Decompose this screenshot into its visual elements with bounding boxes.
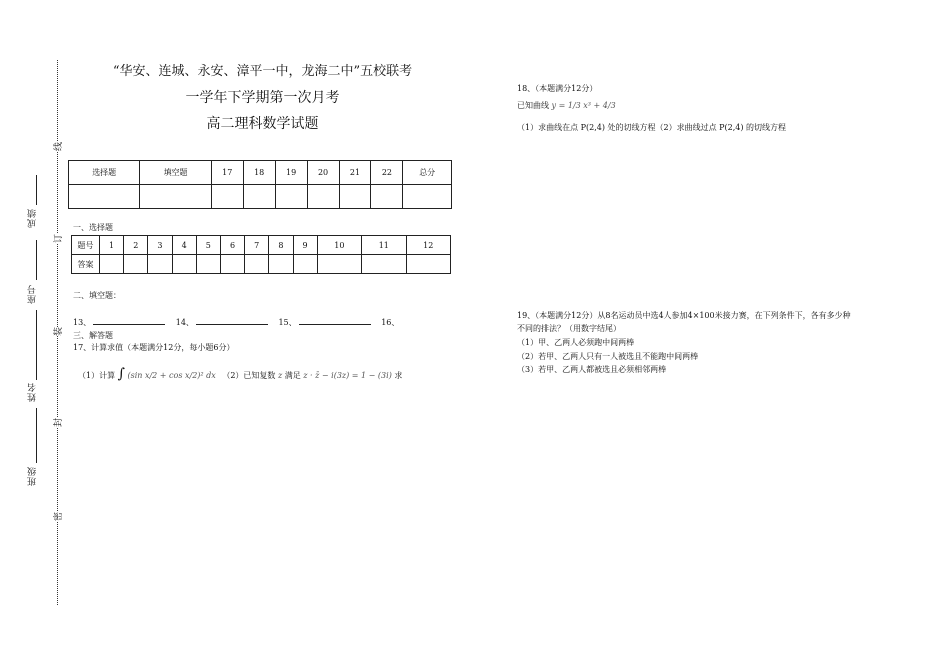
question-number: 10 — [317, 236, 361, 255]
blank-label-15: 15、 — [278, 318, 297, 327]
score-header-cell: 选择题 — [69, 161, 140, 185]
answer-table-number-row — [72, 236, 451, 255]
section2-title: 二、填空题： — [73, 291, 121, 300]
row-label: 答案 — [72, 255, 100, 274]
answer-cell[interactable] — [148, 255, 172, 274]
question-number: 1 — [100, 236, 124, 255]
score-header-cell: 22 — [371, 161, 403, 185]
class-label: 班级 — [28, 466, 38, 486]
answer-cell[interactable] — [293, 255, 317, 274]
score-header-cell: 17 — [211, 161, 243, 185]
score-cell[interactable] — [211, 185, 243, 209]
seal-char-zhuang: 装 — [51, 327, 64, 336]
q18-curve-expression: y = 1/3 x³ + 4/3 — [551, 101, 616, 110]
q19-title-cont: 不同的排法？（用数字结尾） — [517, 324, 621, 333]
answer-table — [71, 235, 451, 274]
q17-part2-expression: z · z̄ − i(3z) = 1 − (3i) — [303, 371, 392, 380]
score-table-header-row — [69, 161, 452, 185]
blank-label-13: 13、 — [73, 318, 92, 327]
score-table — [68, 160, 452, 209]
row-label: 题号 — [72, 236, 100, 255]
answer-cell[interactable] — [124, 255, 148, 274]
question-number: 7 — [245, 236, 269, 255]
answer-table-answer-row — [72, 255, 451, 274]
q17-part1-prefix: （1）计算 — [78, 371, 116, 380]
q19-part3: （3）若甲、乙两人都被选且必须相邻两棒 — [517, 365, 667, 374]
q18-curve-prefix: 已知曲线 — [517, 101, 549, 110]
question-number: 3 — [148, 236, 172, 255]
q19-title: 19、（本题满分12分）从8名运动员中选4人参加4×100米接力赛，在下列条件下，各有多少种 — [517, 311, 851, 320]
q18-parts: （1）求曲线在点 P(2,4) 处的切线方程（2）求曲线过点 P(2,4) 的切线方程 — [517, 123, 787, 132]
fill-blank-row — [73, 317, 399, 328]
score-header-cell: 填空题 — [140, 161, 211, 185]
score-cell[interactable] — [275, 185, 307, 209]
q17-title: 17、计算求值（本题满分12分，每小题6分） — [73, 343, 235, 352]
q17-part2-prefix: （2）已知复数 — [222, 371, 276, 380]
answer-cell[interactable] — [269, 255, 293, 274]
question-number: 2 — [124, 236, 148, 255]
integral-icon: ∫ — [117, 366, 125, 382]
name-line — [36, 408, 37, 463]
q19-part1: （1）甲、乙两人必须跑中间两棒 — [517, 338, 635, 347]
q17-body — [78, 366, 402, 382]
score-header-cell: 总分 — [403, 161, 452, 185]
seal-char-feng: 封 — [51, 418, 64, 427]
name-label: 姓名 — [28, 382, 38, 402]
answer-cell[interactable] — [220, 255, 244, 274]
blank-label-14: 14、 — [175, 318, 194, 327]
score-cell[interactable] — [307, 185, 339, 209]
q19-part2: （2）若甲、乙两人只有一人被选且不能跑中间两棒 — [517, 352, 699, 361]
score-header-cell: 21 — [339, 161, 371, 185]
question-number: 6 — [220, 236, 244, 255]
seal-char-xian: 线 — [51, 142, 64, 151]
exam-header-line1: “华安、连城、永安、漳平一中，龙海二中”五校联考 — [112, 64, 413, 79]
score-header-cell: 18 — [243, 161, 275, 185]
score-header-cell: 19 — [275, 161, 307, 185]
score-cell[interactable] — [371, 185, 403, 209]
question-number: 11 — [362, 236, 406, 255]
q18-title: 18、（本题满分12分） — [517, 84, 598, 93]
question-number: 9 — [293, 236, 317, 255]
section1-title: 一、选择题 — [73, 223, 113, 232]
answer-cell[interactable] — [100, 255, 124, 274]
seat-line — [36, 310, 37, 380]
answer-cell[interactable] — [317, 255, 361, 274]
question-number: 8 — [269, 236, 293, 255]
blank-14[interactable] — [196, 317, 268, 325]
q17-part2-suffix: 求 — [394, 371, 403, 380]
score-cell[interactable] — [403, 185, 452, 209]
score-table-value-row — [69, 185, 452, 209]
answer-cell[interactable] — [196, 255, 220, 274]
seal-char-mi: 密 — [51, 512, 64, 521]
q17-part2-mid: 满足 — [284, 371, 301, 380]
seat-line-top — [36, 240, 37, 280]
score-line — [36, 175, 37, 205]
exam-title: 高二理科数学试题 — [206, 116, 319, 132]
blank-15[interactable] — [299, 317, 371, 325]
answer-cell[interactable] — [362, 255, 406, 274]
blank-13[interactable] — [93, 317, 165, 325]
score-cell[interactable] — [339, 185, 371, 209]
question-number: 5 — [196, 236, 220, 255]
question-number: 4 — [172, 236, 196, 255]
seal-char-ding: 订 — [51, 234, 64, 243]
q18-curve — [517, 100, 616, 111]
q17-part1-expression: (sin x/2 + cos x/2)² dx — [127, 371, 216, 380]
blank-label-16: 16、 — [381, 318, 400, 327]
seat-label: 座号 — [28, 284, 38, 304]
score-cell[interactable] — [69, 185, 140, 209]
answer-cell[interactable] — [406, 255, 451, 274]
section3-title: 三、解答题 — [73, 331, 113, 340]
question-number: 12 — [406, 236, 451, 255]
answer-cell[interactable] — [172, 255, 196, 274]
q17-var-z: z — [277, 371, 283, 380]
score-header-cell: 20 — [307, 161, 339, 185]
score-label: 成绩 — [28, 208, 38, 228]
score-cell[interactable] — [140, 185, 211, 209]
exam-header-line2: 一学年下学期第一次月考 — [185, 90, 340, 106]
answer-cell[interactable] — [245, 255, 269, 274]
score-cell[interactable] — [243, 185, 275, 209]
